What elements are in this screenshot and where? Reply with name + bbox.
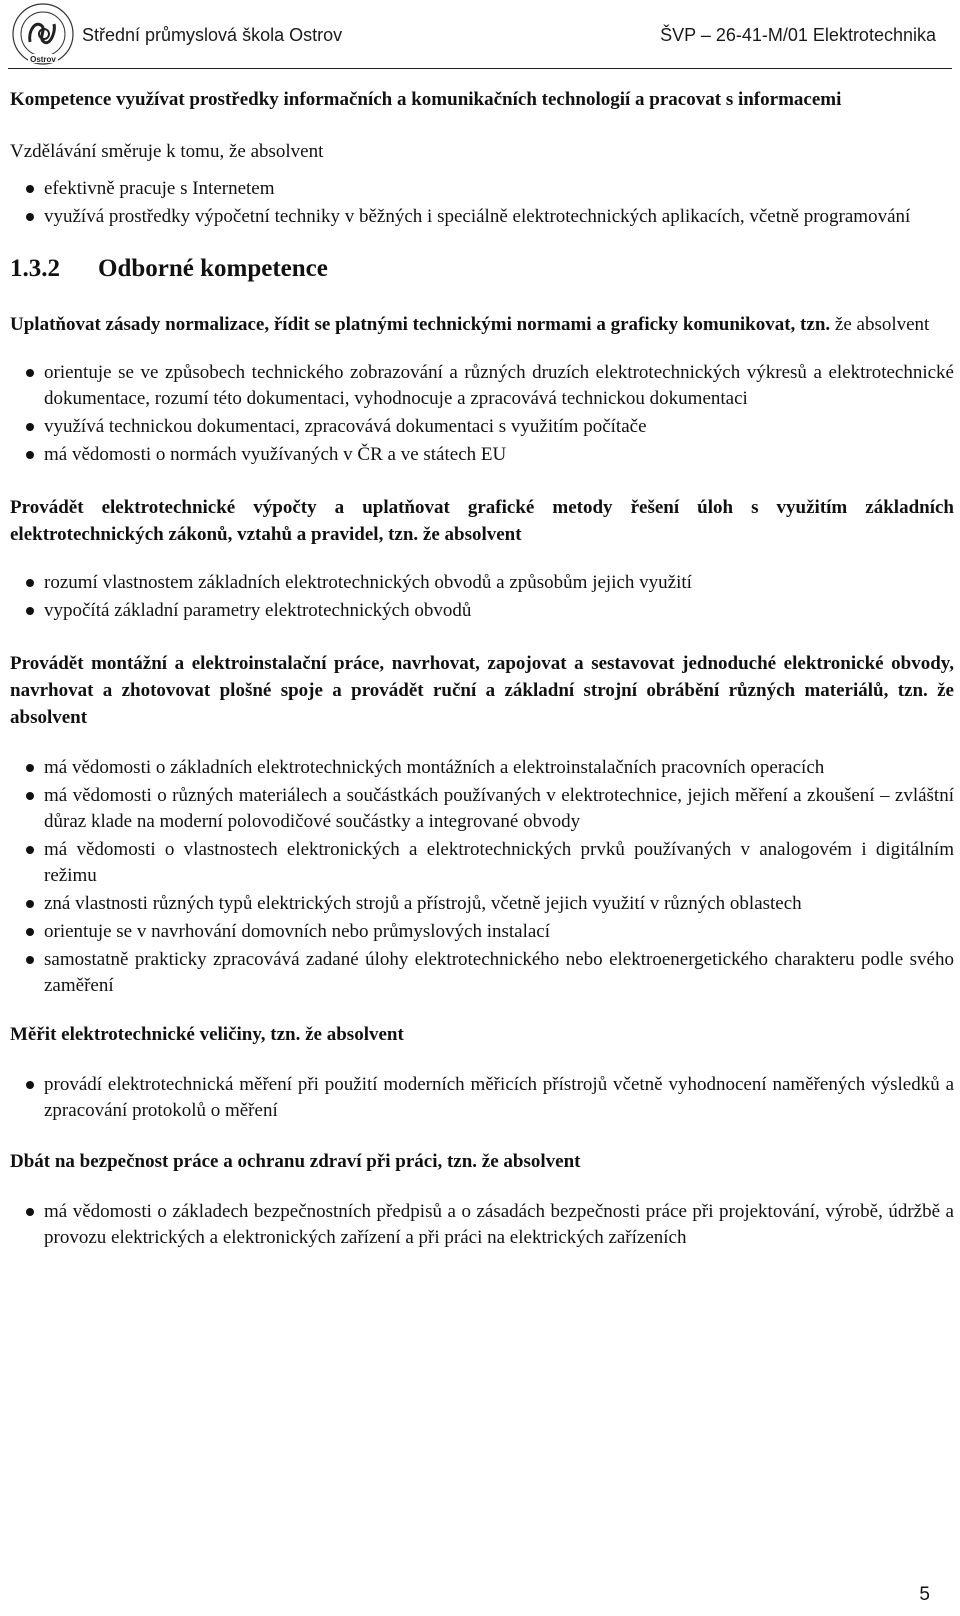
page-header	[0, 0, 960, 70]
section-number: 1.3.2	[10, 255, 60, 282]
merit-heading: Měřit elektrotechnické veličiny, tzn. že absolvent	[10, 1024, 404, 1045]
normalizace-heading-bold: Uplatňovat zásady normalizace, řídit se platnými technickými normami a graficky komunikovat, tzn.	[10, 314, 831, 335]
list-item-text: má vědomosti o základních elektrotechnických montážních a elektroinstalačních pracovních operacích	[44, 757, 825, 778]
list-item	[10, 891, 954, 917]
bullet-icon	[26, 185, 34, 193]
list-item-text: orientuje se v navrhování domovních nebo průmyslových instalací	[44, 921, 551, 942]
bullet-icon	[26, 764, 34, 772]
school-logo-icon	[8, 2, 78, 68]
list-item-text: provádí elektrotechnická měření při použití moderních měřicích přístrojů včetně vyhodnocení naměřených výsledků a zpracování protokolů o měření	[44, 1074, 954, 1121]
list-item-text: rozumí vlastnostem základních elektrotechnických obvodů a způsobům jejich využití	[44, 572, 692, 593]
normalizace-list	[10, 360, 954, 468]
bullet-icon	[26, 1208, 34, 1216]
list-item	[10, 919, 954, 945]
page-number: 5	[919, 1584, 930, 1605]
list-item-text: má vědomosti o různých materiálech a součástkách používaných v elektrotechnice, jejich měření a zkoušení – zvláštní důraz klade na moderní polovodičové součástky a integrované obvody	[44, 785, 954, 832]
document-body	[10, 82, 954, 1253]
list-item-text: orientuje se ve způsobech technického zobrazování a různých druzích elektrotechnických výkresů a elektrotechnické dokumentace, rozumí této dokumentaci, vyhodnocuje a zpracovává technickou dokumentaci	[44, 362, 954, 409]
bullet-icon	[26, 451, 34, 459]
list-item	[10, 414, 954, 440]
list-item-text: efektivně pracuje s Internetem	[44, 178, 275, 199]
section-heading	[10, 254, 954, 284]
list-item-text: vypočítá základní parametry elektrotechnických obvodů	[44, 600, 472, 621]
list-item	[10, 783, 954, 835]
list-item	[10, 570, 954, 596]
bullet-icon	[26, 579, 34, 587]
bullet-icon	[26, 956, 34, 964]
bullet-icon	[26, 1081, 34, 1089]
bullet-icon	[26, 423, 34, 431]
vypocty-heading: Provádět elektrotechnické výpočty a uplatňovat grafické metody řešení úloh s využitím základních elektrotechnických zákonů, vztahů a pravidel, tzn. že absolvent	[10, 497, 954, 545]
normalizace-heading	[10, 311, 954, 338]
bullet-icon	[26, 928, 34, 936]
bullet-icon	[26, 369, 34, 377]
bezpecnost-list	[10, 1199, 954, 1251]
logo-caption: Ostrov	[30, 55, 56, 64]
ict-list	[10, 176, 954, 230]
list-item	[10, 360, 954, 412]
list-item	[10, 947, 954, 999]
list-item	[10, 837, 954, 889]
bullet-icon	[26, 900, 34, 908]
bullet-icon	[26, 213, 34, 221]
bullet-icon	[26, 607, 34, 615]
list-item	[10, 176, 954, 202]
list-item	[10, 755, 954, 781]
montaz-heading: Provádět montážní a elektroinstalační práce, navrhovat, zapojovat a sestavovat jednoduché elektronické obvody, navrhovat a zhotovovat plošné spoje a provádět ruční a základní strojní obrábění různých materiálů, tzn. že absolvent	[10, 653, 954, 728]
merit-list	[10, 1072, 954, 1124]
montaz-list	[10, 755, 954, 999]
list-item-text: samostatně prakticky zpracovává zadané úlohy elektrotechnického nebo elektroenergetického charakteru podle svého zaměření	[44, 949, 954, 996]
list-item	[10, 1072, 954, 1124]
section-title: Odborné kompetence	[98, 255, 328, 282]
ict-intro: Vzdělávání směruje k tomu, že absolvent	[10, 141, 324, 162]
header-divider	[8, 68, 952, 69]
list-item	[10, 204, 954, 230]
normalizace-heading-tail: že absolvent	[830, 314, 930, 335]
program-code: ŠVP – 26-41-M/01 Elektrotechnika	[660, 25, 936, 45]
list-item	[10, 1199, 954, 1251]
list-item-text: má vědomosti o vlastnostech elektronických a elektrotechnických prvků používaných v analogovém i digitálním režimu	[44, 839, 954, 886]
vypocty-list	[10, 570, 954, 624]
bullet-icon	[26, 792, 34, 800]
list-item-text: má vědomosti o základech bezpečnostních předpisů a o zásadách bezpečnosti práce při projektování, výrobě, údržbě a provozu elektrických a elektronických zařízení a při práci na elektrických zařízeních	[44, 1201, 954, 1248]
ict-heading: Kompetence využívat prostředky informačních a komunikačních technologií a pracovat s informacemi	[10, 89, 842, 110]
list-item	[10, 598, 954, 624]
list-item-text: zná vlastnosti různých typů elektrických strojů a přístrojů, včetně jejich využití v různých oblastech	[44, 893, 802, 914]
bullet-icon	[26, 846, 34, 854]
bezpecnost-heading: Dbát na bezpečnost práce a ochranu zdraví při práci, tzn. že absolvent	[10, 1151, 581, 1172]
list-item	[10, 442, 954, 468]
list-item-text: využívá prostředky výpočetní techniky v běžných i speciálně elektrotechnických aplikacích, včetně programování	[44, 206, 911, 227]
list-item-text: má vědomosti o normách využívaných v ČR a ve státech EU	[44, 444, 507, 465]
list-item-text: využívá technickou dokumentaci, zpracovává dokumentaci s využitím počítače	[44, 416, 647, 437]
school-name: Střední průmyslová škola Ostrov	[82, 25, 343, 45]
